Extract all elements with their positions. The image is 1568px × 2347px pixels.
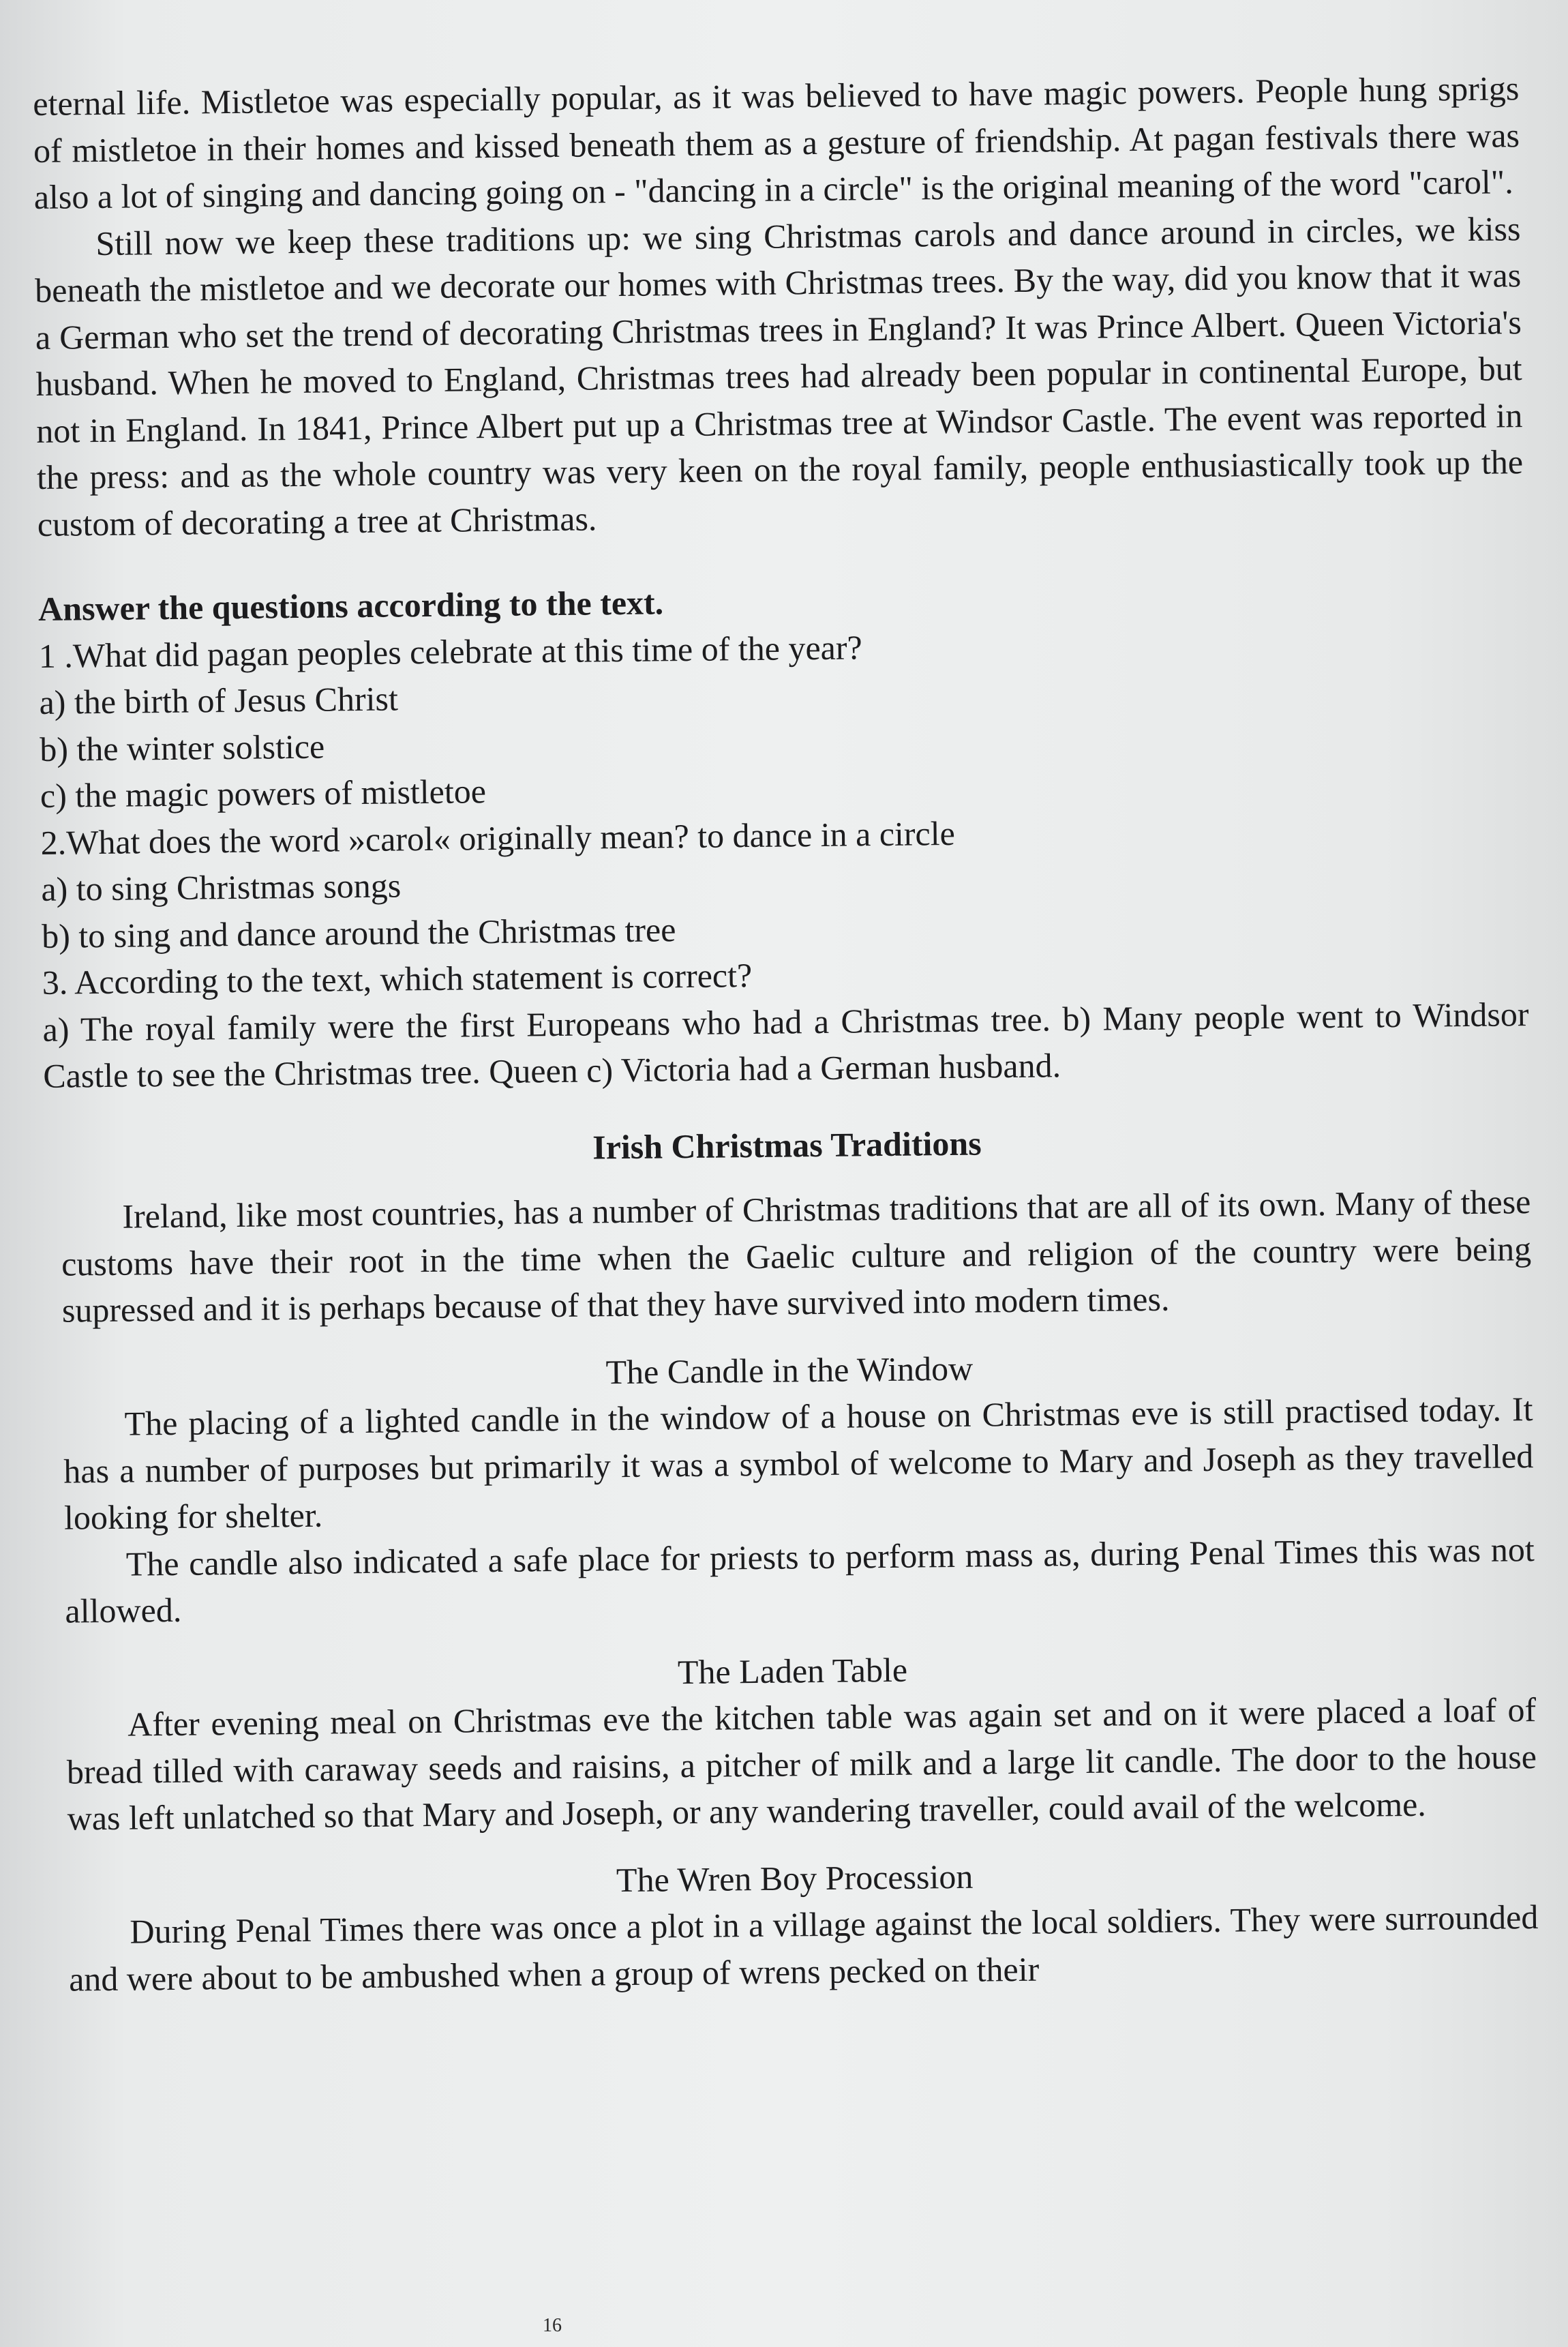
intro-paragraph-traditions: Still now we keep these traditions up: we sing Christmas carols and dance around in circles, we kiss beneath the mistletoe and we decorate our homes with Christmas trees. By the way, did you know that it was a German who set the trend of decorating Christmas trees in England? It was Prince Albert. Queen Victoria's husband. When he moved to England, Christmas trees had already been popular in continental Europe, but not in England. In 1841, Prince Albert put up a Christmas tree at Windsor Castle. The event was reported in the press: and as the whole country was very keen on the royal family, people enthusiastically took up the custom of decorating a tree at Christmas. xyxy=(34,209,1524,543)
intro-paragraph-continued: eternal life. Mistletoe was especially popular, as it was believed to have magic powers. People hung sprigs of mistletoe in their homes and kissed beneath them as a gesture of friendship. At pagan festivals there was also a lot of singing and dancing going on - "dancing in a circle" is the original meaning of the word "carol". xyxy=(33,69,1520,216)
question-3: 3. According to the text, which statement is correct? xyxy=(42,956,753,1002)
subheading-candle-in-window: The Candle in the Window xyxy=(605,1349,974,1391)
page-number: 16 xyxy=(543,2315,562,2336)
question-1-option-c: c) the magic powers of mistletoe xyxy=(40,772,487,815)
question-2-option-b: b) to sing and dance around the Christmas tree xyxy=(41,910,676,955)
question-2: 2.What does the word »carol« originally mean? to dance in a circle xyxy=(40,813,956,862)
section-title-irish-traditions: Irish Christmas Traditions xyxy=(592,1124,982,1166)
irish-intro-paragraph: Ireland, like most countries, has a number of Christmas traditions that are all of its own. Many of these customs have their root in the time when the Gaelic culture and religion of the country were being supressed and it is perhaps because of that they have survived into modern times. xyxy=(61,1182,1532,1330)
question-3-options: a) The royal family were the first Europeans who had a Christmas tree. b) Many people went to Windsor Castle to see the Christmas tree. Queen c) Victoria had a German husband. xyxy=(42,994,1529,1095)
question-1-option-a: a) the birth of Jesus Christ xyxy=(39,679,399,721)
questions-heading: Answer the questions according to the text. xyxy=(37,583,664,628)
candle-paragraph-2: The candle also indicated a safe place for priests to perform mass as, during Penal Times this was not allowed. xyxy=(65,1529,1535,1630)
candle-paragraph-1: The placing of a lighted candle in the window of a house on Christmas eve is still practised today. It has a number of purposes but primarily it was a symbol of welcome to Mary and Joseph as they travelled looking for shelter. xyxy=(63,1390,1534,1537)
subheading-laden-table: The Laden Table xyxy=(677,1650,908,1691)
page-text xyxy=(33,65,1539,2003)
question-2-option-a: a) to sing Christmas songs xyxy=(41,866,402,908)
wren-boy-paragraph: During Penal Times there was once a plot in a village against the local soldiers. They were surrounded and were about to be ambushed when a group of wrens pecked on their xyxy=(68,1898,1539,1999)
subheading-wren-boy-procession: The Wren Boy Procession xyxy=(616,1857,974,1899)
question-1-option-b: b) the winter solstice xyxy=(39,727,325,768)
laden-table-paragraph: After evening meal on Christmas eve the kitchen table was again set and on it were placed a loaf of bread tilled with caraway seeds and raisins, a pitcher of milk and a large lit candle. The door to the house was left unlatched so that Mary and Joseph, or any wandering traveller, could avail of the welcome. xyxy=(66,1690,1537,1838)
question-1: 1 .What did pagan peoples celebrate at this time of the year? xyxy=(38,627,862,675)
